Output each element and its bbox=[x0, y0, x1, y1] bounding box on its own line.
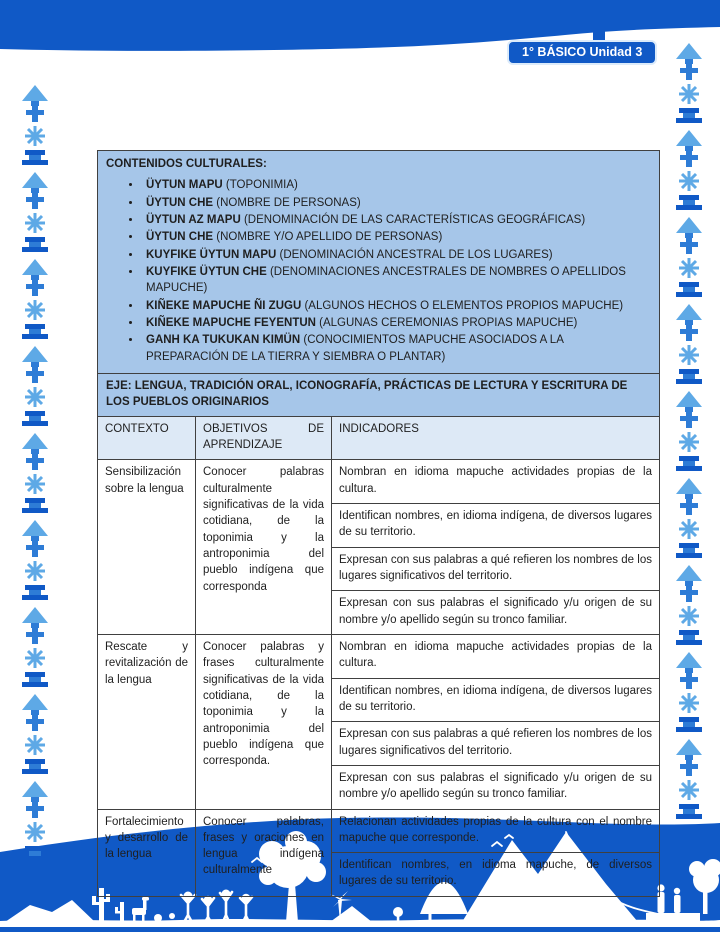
list-item bbox=[142, 229, 649, 245]
eje-banner: EJE: LENGUA, TRADICIÓN ORAL, ICONOGRAFÍA, PRÁCTICAS DE LECTURA Y ESCRITURA DE LOS PUEBLOS ORIGINARIOS bbox=[97, 373, 660, 417]
table-row bbox=[98, 634, 659, 809]
content-term: KIÑEKE MAPUCHE ÑI ZUGU bbox=[146, 299, 302, 312]
content-term: ÜYTUN MAPU bbox=[146, 179, 223, 192]
table-header-row bbox=[98, 417, 659, 460]
content-desc: (DENOMINACIONES ANCESTRALES DE NOMBRES O APELLIDOS MAPUCHE) bbox=[146, 265, 626, 295]
right-border-pattern bbox=[670, 42, 708, 838]
objetivo-cell: Conocer palabras y frases culturalmente significativas de la vida cotidiana, de la toponimia y la antroponimia del pueblo indígena que corresponda. bbox=[196, 635, 332, 809]
indicador-item: Nombran en idioma mapuche actividades propias de la cultura. bbox=[332, 635, 659, 679]
content-term: GANH KA TUKUKAN KIMÜN bbox=[146, 334, 301, 347]
contents-box bbox=[97, 150, 660, 374]
indicadores-cell bbox=[332, 460, 659, 634]
unit-badge: 1° BÁSICO Unidad 3 bbox=[507, 40, 657, 65]
indicador-item: Expresan con sus palabras a qué refieren los nombres de los lugares significativos del territorio. bbox=[332, 722, 659, 766]
curriculum-table bbox=[97, 416, 660, 897]
list-item bbox=[142, 177, 649, 193]
column-header-contexto: CONTEXTO bbox=[98, 417, 196, 460]
content-term: KUYFIKE ÜYTUN MAPU bbox=[146, 248, 277, 261]
content-term: KIÑEKE MAPUCHE FEYENTUN bbox=[146, 316, 316, 329]
left-border-pattern bbox=[16, 84, 54, 866]
indicador-item: Identifican nombres, en idioma indígena, de diversos lugares de su territorio. bbox=[332, 679, 659, 723]
content-desc: (TOPONIMIA) bbox=[222, 179, 298, 192]
content-term: ÜYTUN CHE bbox=[146, 196, 214, 209]
contexto-cell: Rescate y revitalización de la lengua bbox=[98, 635, 196, 809]
contents-title: CONTENIDOS CULTURALES: bbox=[106, 158, 267, 170]
content-desc: (ALGUNAS CEREMONIAS PROPIAS MAPUCHE) bbox=[315, 316, 578, 329]
contexto-cell: Sensibilización sobre la lengua bbox=[98, 460, 196, 634]
content-desc: (DENOMINACIÓN DE LAS CARACTERÍSTICAS GEOGRÁFICAS) bbox=[240, 213, 586, 226]
list-item bbox=[142, 315, 649, 331]
list-item bbox=[142, 298, 649, 314]
table-row bbox=[98, 459, 659, 634]
content-term: ÜYTUN AZ MAPU bbox=[146, 213, 241, 226]
indicador-item: Relacionan actividades propias de la cultura con el nombre mapuche que corresponde. bbox=[332, 810, 659, 854]
list-item bbox=[142, 195, 649, 211]
list-item bbox=[142, 212, 649, 228]
content-desc: (ALGUNOS HECHOS O ELEMENTOS PROPIOS MAPUCHE) bbox=[301, 299, 624, 312]
objetivo-cell: Conocer palabras culturalmente significativas de la vida cotidiana, de la toponimia y la antroponimia del pueblo indígena que corresponda bbox=[196, 460, 332, 634]
content-desc: (NOMBRE DE PERSONAS) bbox=[213, 196, 361, 209]
column-header-objetivos: OBJETIVOS DE APRENDIZAJE bbox=[196, 417, 332, 460]
indicador-item: Identifican nombres, en idioma mapuche, de diversos lugares de su territorio. bbox=[339, 859, 652, 888]
content-desc: (CONOCIMIENTOS MAPUCHE ASOCIADOS A LA PREPARACIÓN DE LA TIERRA Y SIEMBRA O PLANTAR) bbox=[146, 334, 564, 363]
indicador-item: Expresan con sus palabras el significado y/u origen de su nombre y/o apellido según su tronco familiar. bbox=[339, 597, 652, 626]
indicador-item: Nombran en idioma mapuche actividades propias de la cultura. bbox=[332, 460, 659, 504]
list-item bbox=[142, 247, 649, 263]
list-item bbox=[142, 264, 649, 297]
content-desc: (NOMBRE Y/O APELLIDO DE PERSONAS) bbox=[213, 231, 443, 244]
table-row bbox=[98, 809, 659, 896]
contexto-cell: Fortalecimiento y desarrollo de la lengua bbox=[98, 810, 196, 896]
column-header-indicadores: INDICADORES bbox=[339, 422, 419, 435]
content-term: ÜYTUN CHE bbox=[146, 231, 214, 244]
main-content bbox=[97, 150, 660, 897]
indicador-item: Expresan con sus palabras a qué refieren los nombres de los lugares significativos del territorio. bbox=[332, 548, 659, 592]
indicadores-cell bbox=[332, 635, 659, 809]
indicadores-cell bbox=[332, 810, 659, 896]
contents-list bbox=[106, 177, 649, 365]
objetivo-cell: Conocer palabras, frases y oraciones en lengua indígena culturalmente bbox=[196, 810, 332, 896]
content-desc: (DENOMINACIÓN ANCESTRAL DE LOS LUGARES) bbox=[276, 248, 553, 261]
indicador-item: Expresan con sus palabras el significado y/u origen de su nombre y/o apellido según su tronco familiar. bbox=[339, 771, 652, 801]
indicador-item: Identifican nombres, en idioma indígena, de diversos lugares de su territorio. bbox=[332, 504, 659, 548]
list-item bbox=[142, 332, 649, 365]
content-term: KUYFIKE ÜYTUN CHE bbox=[146, 265, 267, 278]
